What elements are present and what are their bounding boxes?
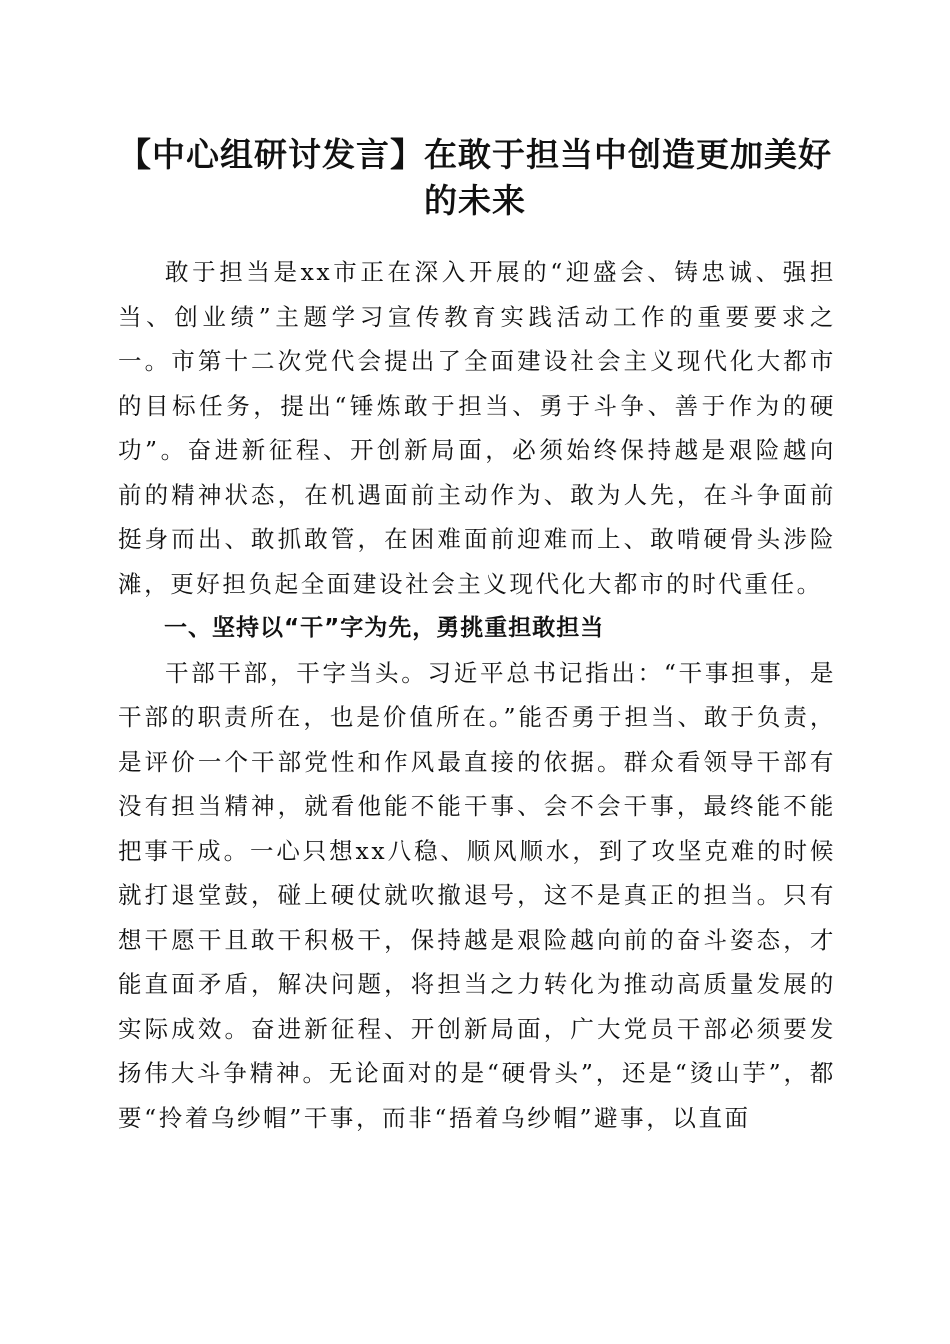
intro-paragraph: 敢于担当是xx市正在深入开展的“迎盛会、铸忠诚、强担当、创业绩”主题学习宣传教育实践活动工作的重要要求之一。市第十二次党代会提出了全面建设社会主义现代化大都市的目标任务，提出“锤炼敢于担当、勇于斗争、善于作为的硬功”。奋进新征程、开创新局面，必须始终保持越是艰险越向前的精神状态，在机遇面前主动作为、敢为人先，在斗争面前挺身而出、敢抓敢管，在困难面前迎难而上、敢啃硬骨头涉险滩，更好担负起全面建设社会主义现代化大都市的时代重任。 xyxy=(118,258,836,598)
document-title: 【中心组研讨发言】在敢于担当中创造更加美好的未来 xyxy=(118,135,832,220)
document-body xyxy=(118,250,836,1140)
section-heading-1: 一、坚持以“干”字为先，勇挑重担敢担当 xyxy=(164,615,605,641)
section-1-paragraph: 干部干部，干字当头。习近平总书记指出：“干事担事，是干部的职责所在，也是价值所在。”能否勇于担当、敢于负责，是评价一个干部党性和作风最直接的依据。群众看领导干部有没有担当精神，就看他能不能干事、会不会干事，最终能不能把事干成。一心只想xx八稳、顺风顺水，到了攻坚克难的时候就打退堂鼓，碰上硬仗就吹撤退号，这不是真正的担当。只有想干愿干且敢干积极干，保持越是艰险越向前的奋斗姿态，才能直面矛盾，解决问题，将担当之力转化为推动高质量发展的实际成效。奋进新征程、开创新局面，广大党员干部必须要发扬伟大斗争精神。无论面对的是“硬骨头”，还是“烫山芋”，都要“拎着乌纱帽”干事，而非“捂着乌纱帽”避事，以直面 xyxy=(118,658,836,1132)
